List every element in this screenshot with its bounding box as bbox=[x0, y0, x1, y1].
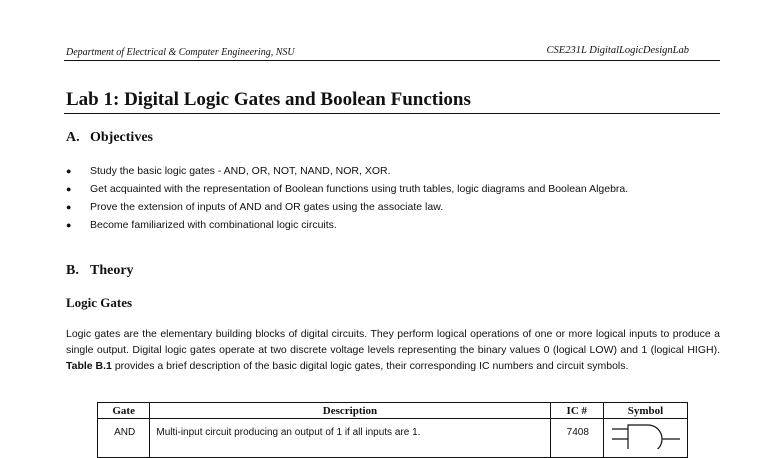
title-divider bbox=[64, 113, 720, 114]
bullet-icon: ● bbox=[66, 166, 72, 176]
header-divider bbox=[64, 60, 720, 61]
table-row bbox=[98, 419, 688, 458]
header-ic: IC # bbox=[550, 403, 603, 419]
objectives-title: Objectives bbox=[90, 130, 153, 145]
logic-gates-subheading: Logic Gates bbox=[66, 295, 133, 310]
document-page: Department of Electrical & Computer Engineering, NSU CSE231L DigitalLogicDesignLab Lab 1: Digital Logic Gates and Boolean Functions A. Objectives ● Study the basic logic gates - AND, OR, NOT, NAND, NOR, XOR. ● Get acquainted with the representation of Boolean functions using truth tables, logic diagrams and Boolean Algebra. ● Prove the extension of inputs of AND and OR gates using the associate law. ● Become familiarized with combinational logic circuits. B. Theory Logic Gates Logic gates are the elementary building blocks of digital circuits. They perform logical operations of one or more logical inputs to produce a single output. Digital logic gates operate at two discrete voltage levels representing the binary values 0 (logical LOW) and 1 (logical HIGH). Table B.1 provides a brief description of the basic digital logic gates, their corresponding IC numbers and circuit symbols. Gate Description IC # Symbol AND Multi-input circuit producing an output of 1 if all inputs are 1. 7408 bbox=[0, 0, 784, 441]
bullet-icon: ● bbox=[66, 202, 72, 212]
header-department: Department of Electrical & Computer Engineering, NSU bbox=[66, 47, 295, 58]
header-course: CSE231L DigitalLogicDesignLab bbox=[546, 45, 689, 56]
cell-description: Multi-input circuit producing an output of 1 if all inputs are 1. bbox=[150, 419, 550, 458]
cell-symbol bbox=[603, 419, 687, 458]
header-gate: Gate bbox=[98, 403, 150, 419]
table-header-row bbox=[98, 403, 688, 419]
gates-table bbox=[97, 402, 688, 458]
objectives-heading bbox=[66, 130, 153, 146]
bullet-icon: ● bbox=[66, 220, 72, 230]
lab-title: Lab 1: Digital Logic Gates and Boolean Functions bbox=[66, 89, 471, 110]
table-reference: Table B.1 bbox=[66, 360, 112, 372]
theory-paragraph: Logic gates are the elementary building blocks of digital circuits. They perform logical operations of one or more logical inputs to produce a single output. Digital logic gates operate at two discrete voltage levels representing the binary values 0 (logical LOW) and 1 (logical HIGH). Table B.1 provides a brief description of the basic digital logic gates, their corresponding IC numbers and circuit symbols. bbox=[66, 328, 720, 372]
objectives-letter: A. bbox=[66, 130, 80, 145]
bullet-icon: ● bbox=[66, 184, 72, 194]
theory-title: Theory bbox=[90, 263, 134, 278]
header-description: Description bbox=[150, 403, 550, 419]
theory-letter: B. bbox=[66, 263, 79, 278]
theory-heading bbox=[66, 263, 134, 279]
and-gate-icon bbox=[604, 419, 687, 449]
header-symbol: Symbol bbox=[603, 403, 687, 419]
cell-ic: 7408 bbox=[550, 419, 603, 458]
cell-gate: AND bbox=[98, 419, 150, 458]
